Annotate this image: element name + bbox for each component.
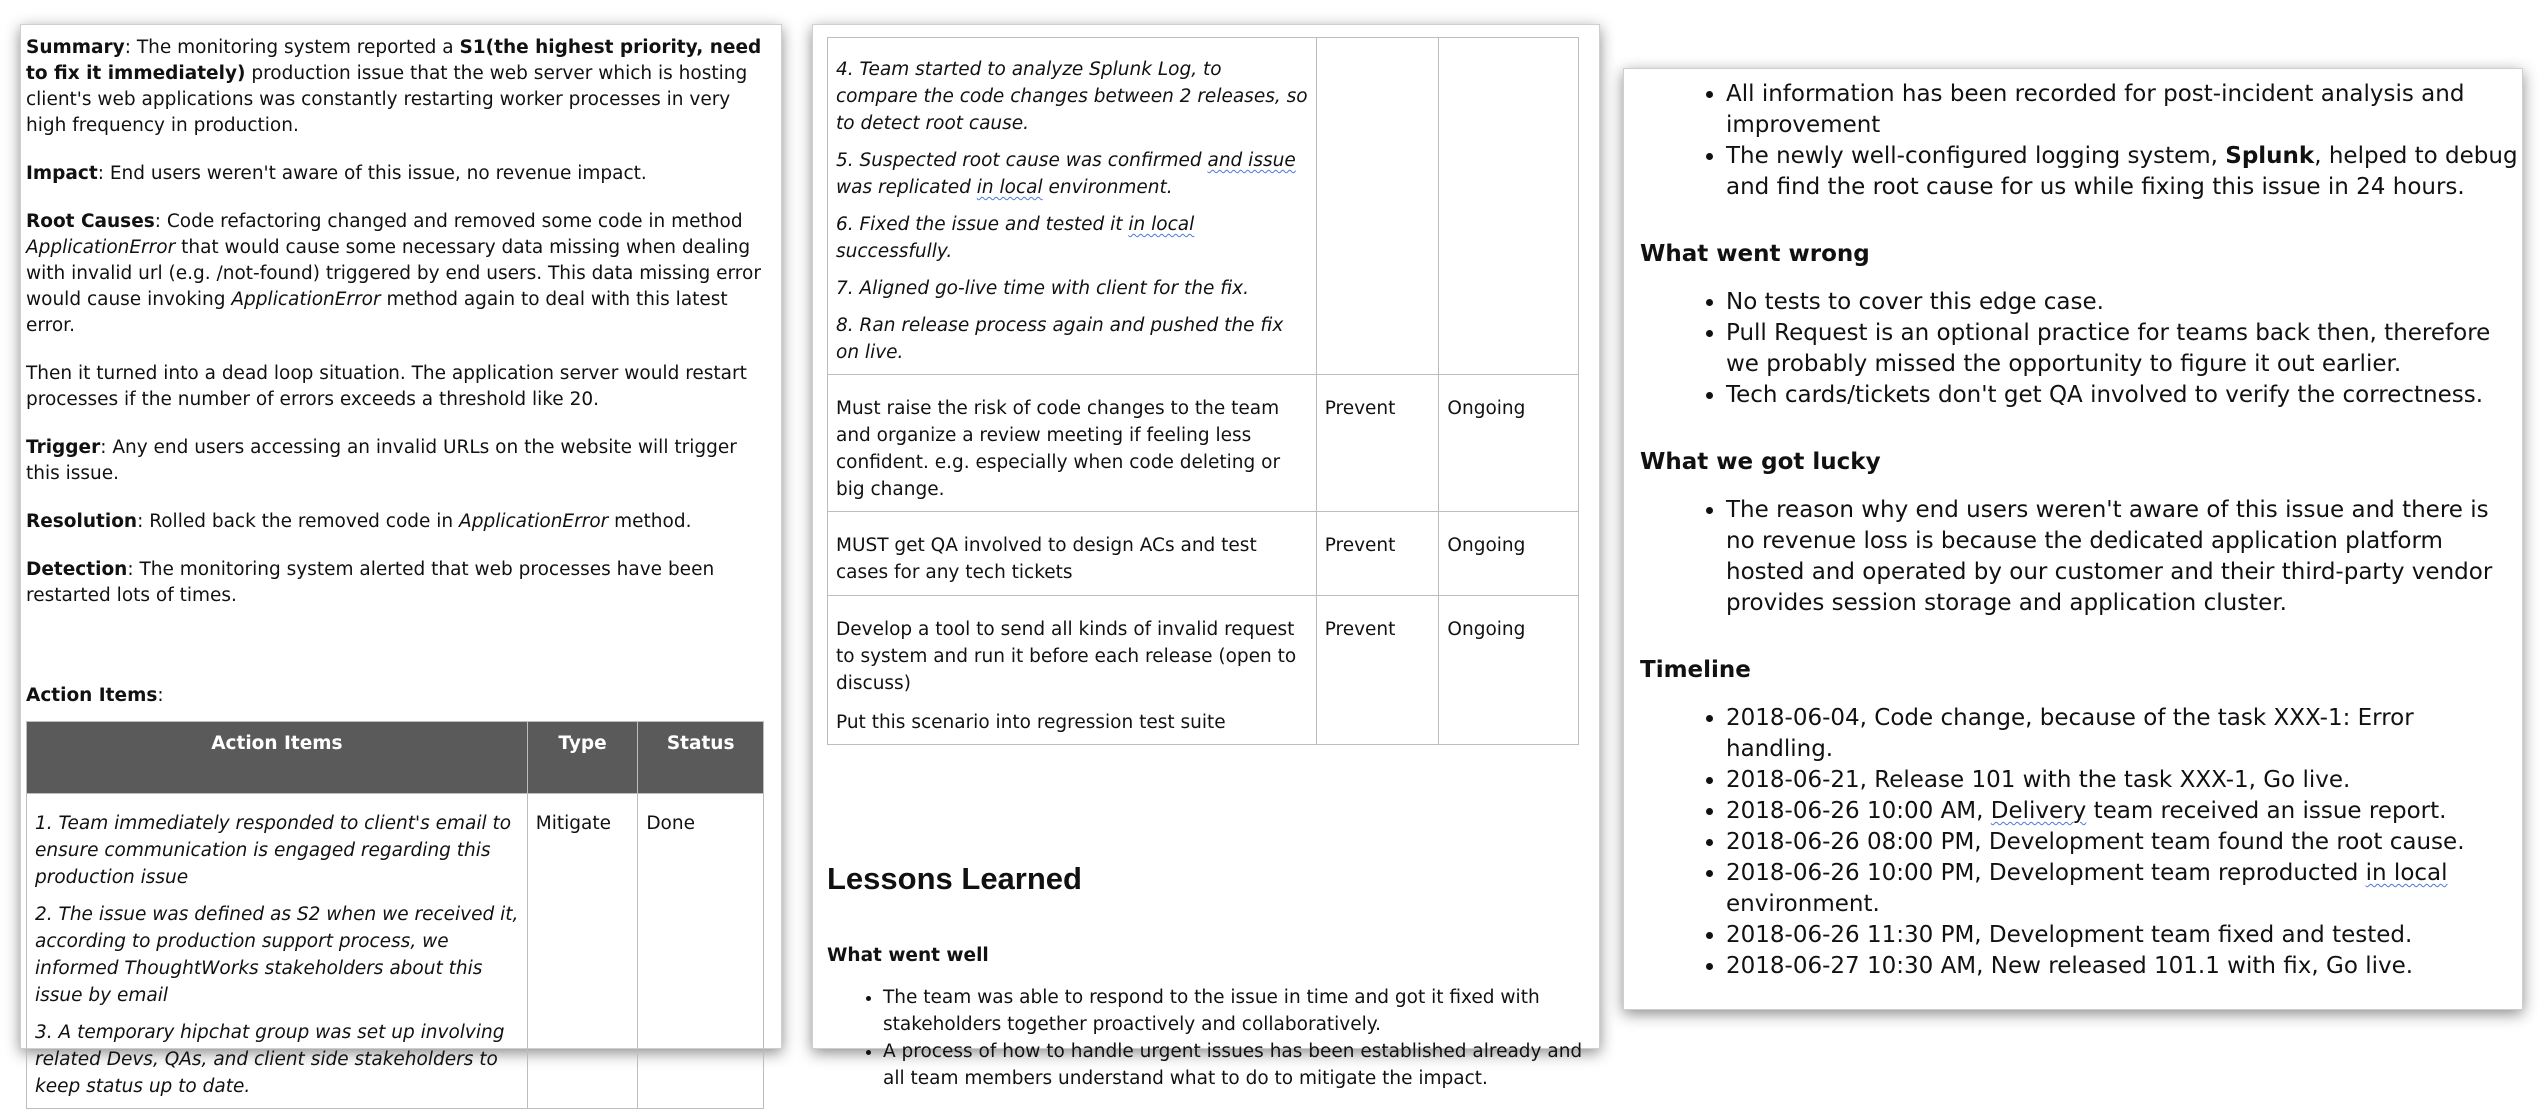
type-cell: Prevent xyxy=(1316,375,1439,512)
step-7: 7. Aligned go-live time with client for the fix. xyxy=(836,278,1250,299)
type-cell xyxy=(1316,38,1439,375)
document-page-2 xyxy=(812,24,1600,1089)
step-3: 3. A temporary hipchat group was set up involving related Devs, QAs, and client side stakeholders to keep status up to date. xyxy=(35,1022,505,1097)
went-well-list-continued xyxy=(1640,79,2522,203)
status-cell: Ongoing xyxy=(1439,596,1579,745)
resolution-method: ApplicationError xyxy=(459,511,609,532)
resolution-label: Resolution xyxy=(26,511,138,532)
splunk-bold: Splunk xyxy=(2225,143,2315,169)
trigger-text: : Any end users accessing an invalid URLs on the website will trigger this issue. xyxy=(26,437,737,484)
went-well-list xyxy=(827,984,1585,1092)
step-5: 5. Suspected root cause was confirmed and issue was replicated in local environment. xyxy=(836,150,1296,198)
table-row xyxy=(828,38,1579,375)
list-item: • All information has been recorded for post-incident analysis and improvement xyxy=(1726,79,2522,141)
impact-text: : End users weren't aware of this issue, no revenue impact. xyxy=(97,163,647,184)
got-lucky-heading: What we got lucky xyxy=(1640,449,1881,475)
timeline-heading: Timeline xyxy=(1640,657,1751,683)
header-action-items: Action Items xyxy=(27,722,528,794)
went-wrong-heading: What went wrong xyxy=(1640,241,1870,267)
table-row xyxy=(828,375,1579,512)
document-page-3 xyxy=(1623,68,2523,1010)
got-lucky-list xyxy=(1640,495,2522,619)
impact-label: Impact xyxy=(26,163,98,184)
root-method-1: ApplicationError xyxy=(26,237,176,258)
lessons-learned-heading: Lessons Learned xyxy=(827,861,1082,896)
root-causes-paragraph xyxy=(26,209,776,339)
list-item: • 2018-06-27 10:30 AM, New released 101.1 with fix, Go live. xyxy=(1726,951,2522,982)
action-item-cell: Must raise the risk of code changes to the team and organize a review meeting if feeling less confident. e.g. especially when code deleting or big change. xyxy=(828,375,1317,512)
trigger-label: Trigger xyxy=(26,437,101,458)
status-cell: Ongoing xyxy=(1439,512,1579,596)
action-item-text: Develop a tool to send all kinds of invalid request to system and run it before each release (open to discuss) xyxy=(836,619,1297,694)
status-cell xyxy=(1439,38,1579,375)
spellcheck-squiggle: in local xyxy=(976,177,1043,198)
table-header-row xyxy=(27,722,764,794)
status-cell: Ongoing xyxy=(1439,375,1579,512)
summary-priority: S1(the highest priority, need to fix it immediately) xyxy=(26,37,762,84)
resolution-text: : Rolled back the removed code in xyxy=(137,511,460,532)
list-item: • Pull Request is an optional practice for teams back then, therefore we probably missed the opportunity to figure it out earlier. xyxy=(1726,318,2522,380)
summary-text: : The monitoring system reported a xyxy=(124,37,460,58)
action-item-cell: MUST get QA involved to design ACs and test cases for any tech tickets xyxy=(828,512,1317,596)
summary-text-end: production issue that the web server which is hosting client's web applications was constantly restarting worker processes in very high frequency in production. xyxy=(26,63,748,136)
action-items-label: Action Items xyxy=(26,685,158,706)
detection-paragraph xyxy=(26,557,776,609)
document-page-1 xyxy=(20,24,782,1097)
header-type: Type xyxy=(527,722,638,794)
root-method-2: ApplicationError xyxy=(231,289,381,310)
spellcheck-squiggle: in local xyxy=(1128,214,1195,235)
list-item: • 2018-06-21, Release 101 with the task XXX-1, Go live. xyxy=(1726,765,2522,796)
list-item: • 2018-06-04, Code change, because of the task XXX-1: Error handling. xyxy=(1726,703,2522,765)
action-item-text-2: Put this scenario into regression test suite xyxy=(836,712,1226,733)
list-item: • No tests to cover this edge case. xyxy=(1726,287,2522,318)
root-text-3: method again to deal with this latest error. xyxy=(26,289,728,336)
list-item: • 2018-06-26 11:30 PM, Development team fixed and tested. xyxy=(1726,920,2522,951)
detection-label: Detection xyxy=(26,559,128,580)
root-causes-label: Root Causes xyxy=(26,211,155,232)
step-1: 1. Team immediately responded to client's email to ensure communication is engaged regarding this production issue xyxy=(35,813,512,888)
went-wrong-list xyxy=(1640,287,2522,411)
action-item-cell xyxy=(828,596,1317,745)
list-item: • 2018-06-26 10:00 PM, Development team reproducted in local environment. xyxy=(1726,858,2522,920)
step-6: 6. Fixed the issue and tested it in local successfully. xyxy=(836,214,1195,262)
summary-paragraph xyxy=(26,35,776,139)
step-2: 2. The issue was defined as S2 when we received it, according to production support process, we informed ThoughtWorks stakeholders about this issue by email xyxy=(35,904,519,1006)
list-item: • The reason why end users weren't aware of this issue and there is no revenue loss is because the dedicated application platform hosted and operated by our customer and their third-party vendor provides session storage and application cluster. xyxy=(1726,495,2522,619)
resolution-text-end: method. xyxy=(608,511,692,532)
action-items-table xyxy=(26,721,764,1109)
list-item: • 2018-06-26 08:00 PM, Development team found the root cause. xyxy=(1726,827,2522,858)
table-row xyxy=(27,794,764,1109)
trigger-paragraph xyxy=(26,435,776,487)
dead-loop-paragraph: Then it turned into a dead loop situation. The application server would restart processes if the number of errors exceeds a threshold like 20. xyxy=(26,363,747,410)
status-cell: Done xyxy=(638,794,764,1109)
list-item: • The newly well-configured logging system, Splunk, helped to debug and find the root cause for us while fixing this issue in 24 hours. xyxy=(1726,141,2522,203)
header-status: Status xyxy=(638,722,764,794)
timeline-list xyxy=(1640,703,2522,982)
type-cell: Prevent xyxy=(1316,512,1439,596)
action-steps-cell xyxy=(27,794,528,1109)
summary-label: Summary xyxy=(26,37,125,58)
detection-text: : The monitoring system alerted that web processes have been restarted lots of times. xyxy=(26,559,715,606)
action-items-table-continued xyxy=(827,37,1579,745)
step-4: 4. Team started to analyze Splunk Log, to compare the code changes between 2 releases, so to detect root cause. xyxy=(836,59,1308,134)
table-row xyxy=(828,596,1579,745)
impact-paragraph xyxy=(26,161,776,187)
spellcheck-squiggle: in local xyxy=(2365,860,2448,886)
step-8: 8. Ran release process again and pushed the fix on live. xyxy=(836,315,1284,363)
list-item: • Tech cards/tickets don't get QA involved to verify the correctness. xyxy=(1726,380,2522,411)
type-cell: Prevent xyxy=(1316,596,1439,745)
table-row xyxy=(828,512,1579,596)
action-steps-cell xyxy=(828,38,1317,375)
list-item: • 2018-06-26 10:00 AM, Delivery team received an issue report. xyxy=(1726,796,2522,827)
list-item: • The team was able to respond to the issue in time and got it fixed with stakeholders together proactively and collaboratively. xyxy=(883,984,1585,1038)
resolution-paragraph xyxy=(26,509,776,535)
root-text-2: that would cause some necessary data missing when dealing with invalid url (e.g. /not-found) triggered by end users. This data missing error would cause invoking xyxy=(26,237,761,310)
type-cell: Mitigate xyxy=(527,794,638,1109)
spellcheck-squiggle: Delivery xyxy=(1990,798,2087,824)
action-items-heading: Action Items: xyxy=(26,685,164,706)
spellcheck-squiggle: and issue xyxy=(1207,150,1296,171)
list-item: • A process of how to handle urgent issues has been established already and all team members understand what to do to mitigate the impact. xyxy=(883,1038,1585,1092)
went-well-heading: What went well xyxy=(827,945,989,966)
root-text-1: : Code refactoring changed and removed some code in method xyxy=(154,211,743,232)
